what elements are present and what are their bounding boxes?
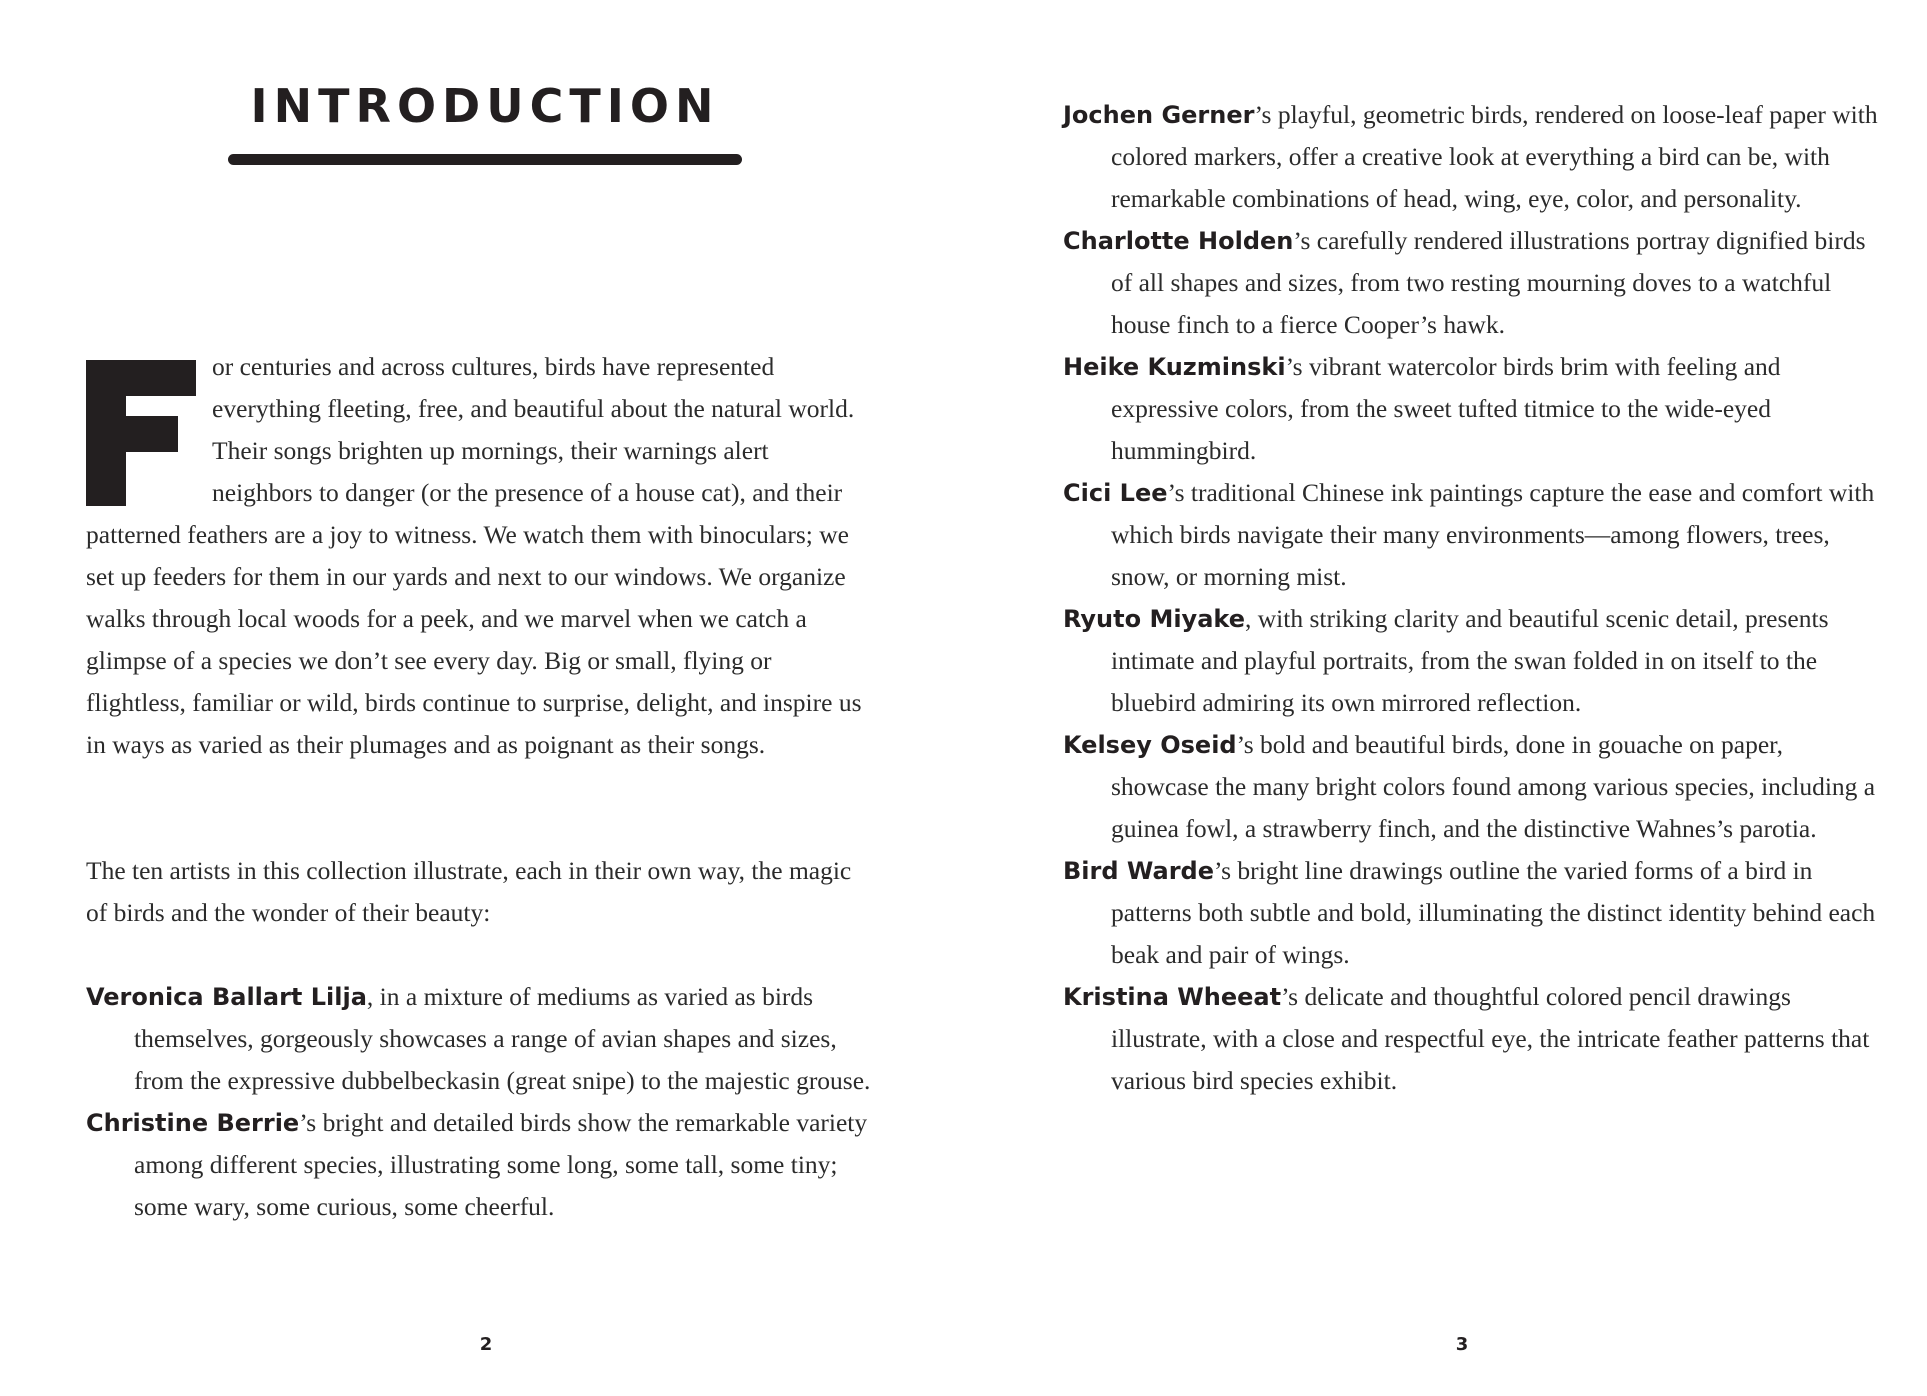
artist-description: ’s carefully rendered illustrations portray dignified birds of all shapes and sizes, from two resting mourning doves to a watchful house finch to a fierce Cooper’s hawk. (1111, 226, 1866, 339)
artist-description: ’s bright line drawings outline the varied forms of a bird in patterns both subtle and bold, illuminating the distinct identity behind each beak and pair of wings. (1111, 856, 1876, 969)
artist-entry (86, 1102, 886, 1228)
artist-name: Christine Berrie (86, 1109, 300, 1137)
intro-paragraph-text: or centuries and across cultures, birds have represented everything fleeting, free, and beautiful about the natural world. Their songs brighten up mornings, their warnings alert neighbors to danger (or the presence of a house cat), and their patterned feathers are a joy to witness. We watch them with binoculars; we set up feeders for them in our yards and next to our windows. We organize walks through local woods for a peek, and we marvel when we catch a glimpse of a species we don’t see every day. Big or small, flying or flightless, familiar or wild, birds continue to surprise, delight, and inspire us in ways as varied as their plumages and as poignant as their songs. (86, 352, 862, 759)
artist-description: ’s traditional Chinese ink paintings capture the ease and comfort with which birds navigate their many environments—among flowers, trees, snow, or morning mist. (1111, 478, 1875, 591)
artist-name: Ryuto Miyake (1063, 605, 1245, 633)
page-number-left: 2 (479, 1334, 493, 1355)
artist-name: Veronica Ballart Lilja (86, 983, 367, 1011)
artist-entry (1063, 220, 1883, 346)
left-page (0, 0, 963, 1396)
artist-entry (1063, 472, 1883, 598)
artist-entry (1063, 598, 1883, 724)
artist-name: Kristina Wheeat (1063, 983, 1282, 1011)
artist-entry (86, 976, 886, 1102)
page-number-right: 3 (1455, 1334, 1469, 1355)
page-title: INTRODUCTION (250, 79, 720, 133)
artist-name: Kelsey Oseid (1063, 731, 1237, 759)
artist-entry (1063, 850, 1883, 976)
artists-lead-paragraph: The ten artists in this collection illustrate, each in their own way, the magic of birds and the wonder of their beauty: (86, 856, 852, 927)
artist-name: Bird Warde (1063, 857, 1214, 885)
drop-cap-glyph (86, 360, 196, 506)
artist-entry (1063, 976, 1883, 1102)
artist-name: Charlotte Holden (1063, 227, 1294, 255)
title-underline-rule (228, 154, 742, 165)
artist-description: ’s vibrant watercolor birds brim with feeling and expressive colors, from the sweet tufted titmice to the wide-eyed hummingbird. (1111, 352, 1781, 465)
drop-cap (86, 360, 196, 506)
artist-description: , in a mixture of mediums as varied as birds themselves, gorgeously showcases a range of avian shapes and sizes, from the expressive dubbelbeckasin (great snipe) to the majestic grouse. (134, 982, 871, 1095)
artist-name: Heike Kuzminski (1063, 353, 1286, 381)
intro-paragraph (86, 346, 870, 766)
artist-entry (1063, 94, 1883, 220)
artist-entry (1063, 346, 1883, 472)
artist-description: ’s bold and beautiful birds, done in gouache on paper, showcase the many bright colors found among various species, including a guinea fowl, a strawberry finch, and the distinctive Wahnes’s parotia. (1111, 730, 1876, 843)
artist-list-left (86, 976, 886, 1228)
artist-entry (1063, 724, 1883, 850)
artist-list-right (1063, 94, 1883, 1102)
artist-description: , with striking clarity and beautiful scenic detail, presents intimate and playful portraits, from the swan folded in on itself to the bluebird admiring its own mirrored reflection. (1111, 604, 1829, 717)
artist-description: ’s bright and detailed birds show the remarkable variety among different species, illustrating some long, some tall, some tiny; some wary, some curious, some cheerful. (134, 1108, 868, 1221)
artist-description: ’s playful, geometric birds, rendered on loose-leaf paper with colored markers, offer a creative look at everything a bird can be, with remarkable combinations of head, wing, eye, color, and personality. (1111, 100, 1878, 213)
artist-name: Jochen Gerner (1063, 101, 1255, 129)
artist-name: Cici Lee (1063, 479, 1168, 507)
artist-description: ’s delicate and thoughtful colored pencil drawings illustrate, with a close and respectful eye, the intricate feather patterns that various bird species exhibit. (1111, 982, 1870, 1095)
